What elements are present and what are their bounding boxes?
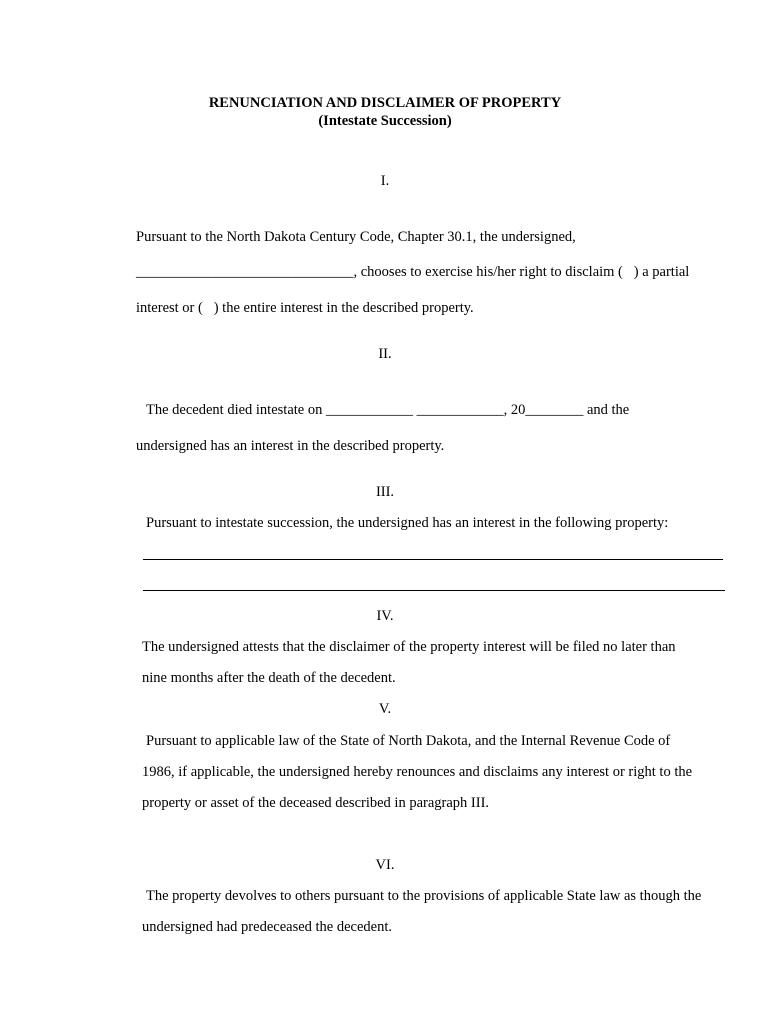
paragraph-line: The undersigned attests that the disclaimer of the property interest will be filed no later than xyxy=(142,639,676,655)
blank-fill-line xyxy=(143,590,725,591)
paragraph-line: undersigned had predeceased the decedent. xyxy=(142,919,393,935)
paragraph-line: undersigned has an interest in the described property. xyxy=(136,438,445,454)
paragraph-line: ______________________________, chooses to exercise his/her right to disclaim ( ) a partial xyxy=(136,264,690,280)
section-heading-5: V. xyxy=(378,701,392,717)
paragraph-line: Pursuant to the North Dakota Century Code, Chapter 30.1, the undersigned, xyxy=(136,229,576,245)
document-title: RENUNCIATION AND DISCLAIMER OF PROPERTY xyxy=(208,95,562,111)
section-heading-6: VI. xyxy=(375,857,395,873)
section-heading-2: II. xyxy=(378,346,392,362)
paragraph-line: nine months after the death of the decedent. xyxy=(142,670,396,686)
paragraph-line: property or asset of the deceased described in paragraph III. xyxy=(142,795,490,811)
paragraph-line: Pursuant to intestate succession, the undersigned has an interest in the following property: xyxy=(146,515,669,531)
section-heading-1: I. xyxy=(380,173,390,189)
blank-fill-line xyxy=(143,559,723,560)
paragraph-line: The decedent died intestate on ____________ ____________, 20________ and the xyxy=(146,402,630,418)
paragraph-line: interest or ( ) the entire interest in the described property. xyxy=(136,300,474,316)
document-subtitle: (Intestate Succession) xyxy=(318,113,452,129)
paragraph-line: Pursuant to applicable law of the State of North Dakota, and the Internal Revenue Code of xyxy=(146,733,671,749)
section-heading-3: III. xyxy=(375,484,395,500)
paragraph-line: The property devolves to others pursuant to the provisions of applicable State law as though the xyxy=(146,888,702,904)
section-heading-4: IV. xyxy=(376,608,394,624)
paragraph-line: 1986, if applicable, the undersigned hereby renounces and disclaims any interest or right to the xyxy=(142,764,693,780)
